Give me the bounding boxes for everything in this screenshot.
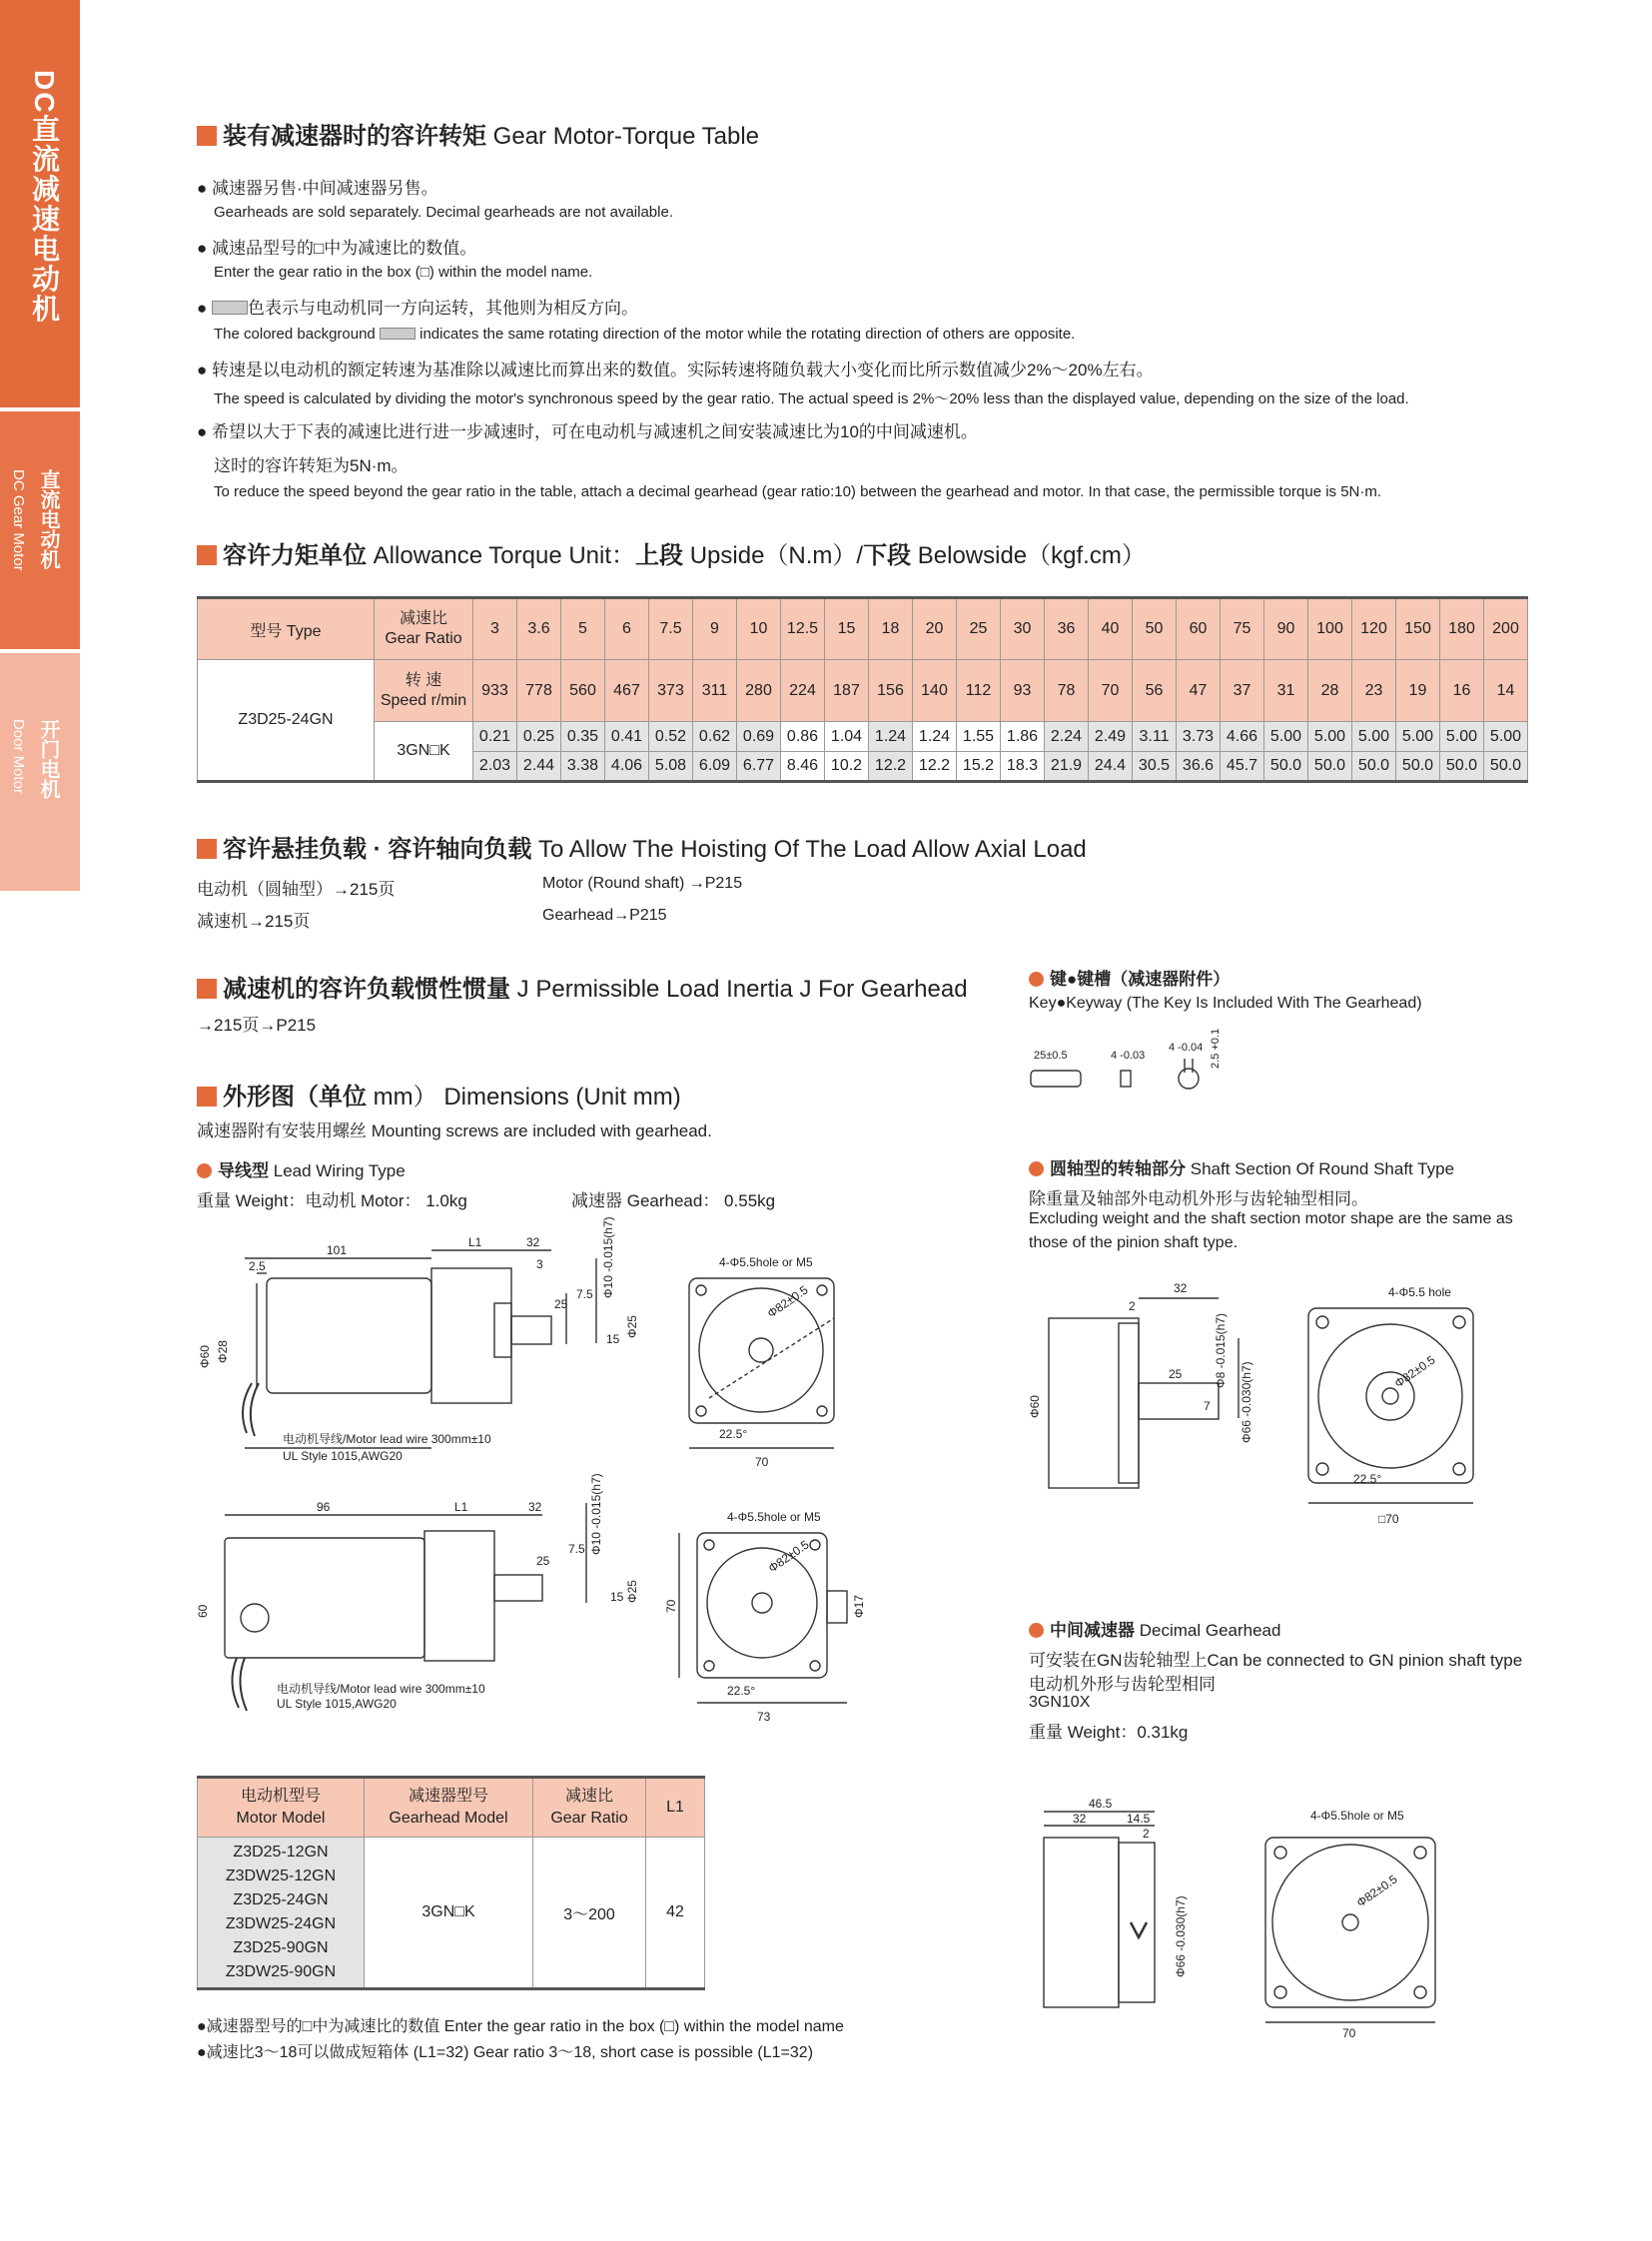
key-drawing [1029,1029,1248,1109]
models-cell: Z3D25-12GN Z3DW25-12GN Z3D25-24GN Z3DW25-24GN Z3D25-90GN Z3DW25-90GN [198,1838,365,1989]
gearhead-body [424,1531,494,1661]
gearhead-cell: 3GN□K [365,1838,533,1989]
dim-label: 96 [317,1500,331,1514]
dim-label: 32 [526,1235,540,1249]
dim-label: 7 [1204,1399,1211,1413]
gear-circle [707,1548,817,1658]
hole-label: 4-Φ5.5hole or M5 [727,1510,821,1524]
heading-marker [197,839,217,859]
sidebar-divider [0,407,80,411]
dim-label: 15 [610,1590,624,1604]
note-line: ● 色表示与电动机同一方向运转，其他则为相反方向。 [197,299,639,318]
table-cell: 4.66 [1221,722,1264,752]
table-cell: 0.25 [517,722,561,752]
table-cell: 560 [561,660,605,722]
dim-label: 60 [196,1604,210,1618]
header-motor: 电动机型号 Motor Model [198,1778,365,1838]
table-cell: 1.24 [913,722,957,752]
note-line: To reduce the speed beyond the gear ratio in the table, attach a decimal gearhead (gear ratio:10) between the gearhead and motor. In that case, the permissible torque is 5N·m. [214,483,1382,500]
bullet-icon [1029,1623,1044,1638]
decimal-desc: 可安装在GN齿轮轴型上Can be connected to GN pinion shaft type [1029,1651,1523,1670]
dim-label: 15 [606,1332,620,1346]
decimal-model: 3GN10X [1029,1694,1091,1711]
lead-label: 电动机导线/Motor lead wire 300mm±10 [283,1432,491,1446]
dim-label: 25 [554,1297,568,1311]
table-cell: 15 [825,598,869,660]
table-cell: 20 [913,598,957,660]
dim-label: Φ25 [625,1580,639,1603]
table-cell: 12.5 [781,598,825,660]
note-line: Gearheads are sold separately. Decimal gearheads are not available. [214,204,673,221]
angle-label: 22.5° [1353,1472,1382,1486]
table-cell: 30 [1001,598,1045,660]
gearhead-body [431,1268,511,1403]
dim-label: 70 [755,1455,769,1469]
hoisting-ref: 电动机（圆轴型）→215页 [197,880,396,899]
hole-label: 4-Φ5.5hole or M5 [1310,1809,1404,1823]
dim-label: 25 [1169,1367,1183,1381]
hole-label: 4-Φ5.5 hole [1388,1285,1451,1299]
table-cell: 5 [561,598,605,660]
dim-label: 32 [1174,1281,1188,1295]
dim-label: 3 [536,1257,543,1271]
table-cell: 12.2 [913,752,957,782]
table-cell: 5.00 [1484,722,1528,752]
table-row [198,722,1528,752]
table-cell: 50 [1133,598,1177,660]
dim-label: 25 [536,1554,550,1568]
round-shaft-front [1298,1278,1488,1538]
angle-label: 22.5° [727,1684,756,1698]
table-cell: 467 [605,660,649,722]
sidebar-title: DC直流减速电动机 [29,70,60,325]
table-cell: 0.62 [693,722,737,752]
table-cell: 36 [1045,598,1089,660]
flange [689,1278,834,1423]
dim-label: 32 [528,1500,542,1514]
dim-label: Φ66 -0.030(h7) [1174,1895,1188,1977]
ratio-header: 减速比 Gear Ratio [375,598,473,660]
table-cell: 140 [913,660,957,722]
dim-label: Φ28 [216,1340,230,1363]
model-table [197,1776,705,1990]
heading-marker [197,1087,217,1107]
motor-body [267,1278,431,1393]
table-cell: 112 [957,660,1001,722]
dim-label: 46.5 [1089,1797,1113,1811]
dim-label: 70 [1342,2026,1356,2040]
speed-header: 转 速 Speed r/min [375,660,473,722]
shaft-circle [752,1593,772,1613]
table-cell: 187 [825,660,869,722]
decimal-front-drawing [1260,1798,1460,2040]
dim-label: 101 [327,1243,348,1257]
lead-grommet [241,1604,269,1632]
round-shaft-drawing [1029,1278,1268,1498]
torque-heading: 装有减速器时的容许转矩 Gear Motor-Torque Table [197,116,759,151]
round-shaft-desc: Excluding weight and the shaft section motor shape are the same as [1029,1210,1513,1227]
lead-wiring-drawing-front [679,1248,859,1478]
heading-marker [197,126,217,146]
type-header: 型号 Type [198,598,375,660]
table-cell: 28 [1308,660,1352,722]
header-l1: L1 [646,1778,705,1838]
dim-label: 14.5 [1127,1812,1151,1826]
weight-gear: 减速器 Gearhead： 0.55kg [571,1191,776,1210]
table-cell: 1.55 [957,722,1001,752]
table-cell: 100 [1308,598,1352,660]
decimal-desc: 电动机外形与齿轮型相同 [1029,1675,1216,1694]
ratio-cell: 3～200 [533,1838,646,1989]
table-cell: 0.86 [781,722,825,752]
table-row [198,1838,705,1989]
table-cell: 224 [781,660,825,722]
key-dim: 4 -0.03 [1111,1050,1146,1062]
gearhead-body [1044,1838,1119,2007]
table-cell: 23 [1352,660,1396,722]
lead-wiring-drawing-front-2 [664,1503,867,1733]
table-cell: 5.08 [649,752,693,782]
hoisting-ref: Motor (Round shaft) →P215 [542,875,743,892]
key-dim: 2.5 +0.1 [1210,1028,1222,1069]
note-line: Enter the gear ratio in the box (□) within the model name. [214,264,593,281]
dim-label: 73 [757,1710,771,1724]
table-cell: 30.5 [1133,752,1177,782]
table-row [198,598,1528,660]
table-cell: 75 [1221,598,1264,660]
dim-label: Φ17 [852,1595,866,1618]
sidebar-label-cn: 开门电机 [37,719,59,799]
table-cell: 5.00 [1264,722,1308,752]
table-cell: 45.7 [1221,752,1264,782]
table-cell: 280 [737,660,781,722]
lead-label: UL Style 1015,AWG20 [277,1697,397,1711]
key-dim: 4 -0.04 [1169,1042,1204,1054]
table-cell: 5.00 [1440,722,1484,752]
dim-label: 2 [1129,1299,1136,1313]
sidebar-label-en: Door Motor [10,719,27,795]
key-subtitle: Key●Keyway (The Key Is Included With The Gearhead) [1029,995,1422,1012]
bullet-icon [1029,1161,1044,1176]
allowance-heading: 容许力矩单位 Allowance Torque Unit：上段 Upside（N.m）/下段 Belowside（kgf.cm） [197,535,1146,570]
sidebar-label-en: DC Gear Motor [10,469,27,571]
dim-label: L1 [454,1500,468,1514]
table-cell: 16 [1440,660,1484,722]
pinion-side [827,1591,847,1623]
gearhead-body [1049,1318,1139,1488]
table-footnote: ●减速器型号的□中为减速比的数值 Enter the gear ratio in the box (□) within the model name [197,2018,844,2035]
pcd-label: Φ82±0.5 [1391,1352,1438,1391]
sidebar-divider [0,649,80,653]
dim-label: L1 [468,1235,482,1249]
table-cell: 1.24 [869,722,913,752]
table-cell: 2.44 [517,752,561,782]
dim-label: 32 [1073,1812,1087,1826]
outer-circle [1272,1845,1428,2000]
note-line: 这时的容许转矩为5N·m。 [214,456,409,475]
table-cell: 37 [1221,660,1264,722]
shaft-circle [749,1338,773,1362]
table-cell: 6.77 [737,752,781,782]
dim-label: 7.5 [576,1287,593,1301]
table-cell: 36.6 [1177,752,1221,782]
table-cell: 156 [869,660,913,722]
table-cell: 19 [1396,660,1440,722]
hoisting-ref: 减速机→215页 [197,912,311,931]
weight-motor: 重量 Weight：电动机 Motor： 1.0kg [197,1191,467,1210]
dim-label: 70 [664,1599,678,1613]
table-cell: 14 [1484,660,1528,722]
color-swatch [212,301,248,315]
table-cell: 6 [605,598,649,660]
table-cell: 0.41 [605,722,649,752]
heading-marker [197,979,217,999]
pcd-label: Φ82±0.5 [765,1537,812,1576]
table-cell: 8.46 [781,752,825,782]
table-cell: 373 [649,660,693,722]
note-line: The speed is calculated by dividing the motor's synchronous speed by the gear ratio. The actual speed is 2%～20% less than the displayed value, depending on the size of the load. [214,390,1409,407]
table-cell: 2.24 [1045,722,1089,752]
table-row [198,660,1528,722]
table-cell: 5.00 [1396,722,1440,752]
table-cell: 3.6 [517,598,561,660]
dim-label: Φ66 -0.030(h7) [1239,1361,1253,1443]
flange [1308,1308,1473,1483]
table-cell: 2.03 [473,752,517,782]
inertia-heading: 减速机的容许负载惯性惯量 J Permissible Load Inertia J For Gearhead [197,969,968,1004]
table-cell: 50.0 [1264,752,1308,782]
table-footnote: ●减速比3～18可以做成短箱体 (L1=32) Gear ratio 3～18, short case is possible (L1=32) [197,2044,814,2061]
table-cell: 21.9 [1045,752,1089,782]
round-shaft-heading: 圆轴型的转轴部分 Shaft Section Of Round Shaft Type [1029,1154,1454,1179]
dim-label: Φ25 [625,1315,639,1338]
table-cell: 4.06 [605,752,649,782]
key-heading: 键●键槽（减速器附件） [1029,965,1230,990]
table-cell: 47 [1177,660,1221,722]
table-cell: 78 [1045,660,1089,722]
table-cell: 50.0 [1396,752,1440,782]
round-shaft-desc: those of the pinion shaft type. [1029,1234,1239,1251]
table-cell: 24.4 [1089,752,1133,782]
decimal-side-drawing [1039,1798,1199,2037]
dim-label: 7.5 [568,1542,585,1556]
table-cell: 1.86 [1001,722,1045,752]
shaft [511,1316,551,1344]
table-cell: 6.09 [693,752,737,782]
table-cell: 9 [693,598,737,660]
table-cell: 40 [1089,598,1133,660]
table-cell: 180 [1440,598,1484,660]
table-cell: 25 [957,598,1001,660]
dim-label: Φ10 -0.015(h7) [589,1473,603,1555]
table-cell: 50.0 [1440,752,1484,782]
boss [494,1303,511,1357]
table-cell: 18.3 [1001,752,1045,782]
hole-label: 4-Φ5.5hole or M5 [719,1255,813,1269]
table-cell: 311 [693,660,737,722]
table-cell: 70 [1089,660,1133,722]
table-cell: 2.49 [1089,722,1133,752]
heading-marker [197,545,217,565]
table-cell: 3.38 [561,752,605,782]
lead-type-heading: 导线型 Lead Wiring Type [197,1156,406,1181]
torque-table [197,596,1528,783]
l1-cell: 42 [646,1838,705,1989]
dimensions-heading: 外形图（单位 mm） Dimensions (Unit mm) [197,1077,681,1112]
bullet-icon [1029,972,1044,987]
table-cell: 18 [869,598,913,660]
table-cell: 1.04 [825,722,869,752]
note-line: ● 减速品型号的□中为减速比的数值。 [197,239,477,258]
table-cell: 3.11 [1133,722,1177,752]
dim-label: Φ60 [1028,1395,1042,1418]
dim-label: 2 [1143,1827,1150,1841]
inertia-ref: →215页→P215 [197,1016,317,1035]
dim-label: □70 [1378,1512,1399,1526]
dimensions-note: 减速器附有安装用螺丝 Mounting screws are included with gearhead. [197,1121,712,1140]
flange [697,1533,827,1678]
table-cell: 933 [473,660,517,722]
table-cell: 56 [1133,660,1177,722]
table-row [198,1778,705,1838]
dim-label: 2.5 [249,1259,266,1273]
table-cell: 7.5 [649,598,693,660]
gearhead-cell: 3GN□K [375,722,473,782]
table-cell: 93 [1001,660,1045,722]
table-cell: 50.0 [1308,752,1352,782]
table-cell: 5.00 [1352,722,1396,752]
note-line: The colored background indicates the same rotating direction of the motor while the rotating direction of others are opposite. [214,326,1076,343]
flange [1265,1838,1435,2007]
bullet-icon [197,1163,212,1178]
table-cell: 3 [473,598,517,660]
table-cell: 0.21 [473,722,517,752]
color-swatch [380,328,415,340]
table-cell: 60 [1177,598,1221,660]
sidebar-label-cn: 直流电动机 [37,469,59,569]
hoisting-heading: 容许悬挂负载 · 容许轴向负载 To Allow The Hoisting Of The Load Allow Axial Load [197,829,1087,864]
decimal-weight: 重量 Weight：0.31kg [1029,1723,1189,1742]
table-cell: 0.52 [649,722,693,752]
hoisting-ref: Gearhead→P215 [542,907,667,924]
table-cell: 3.73 [1177,722,1221,752]
pcd-label: Φ82±0.5 [764,1282,811,1321]
header-gear: 减速器型号 Gearhead Model [365,1778,533,1838]
note-line: ● 转速是以电动机的额定转速为基准除以减速比而算出来的数值。实际转速将随负载大小变化而比所示数值减少2%～20%左右。 [197,361,1154,379]
table-cell: 50.0 [1352,752,1396,782]
dim-label: Φ8 -0.015(h7) [1214,1313,1228,1388]
table-cell: 778 [517,660,561,722]
table-cell: 150 [1396,598,1440,660]
model-cell: Z3D25-24GN [198,660,375,782]
lead-label: UL Style 1015,AWG20 [283,1449,403,1463]
dim-label: Φ60 [198,1345,212,1368]
table-cell: 0.69 [737,722,781,752]
note-line: ● 减速器另售·中间减速器另售。 [197,179,438,198]
key-dim: 25±0.5 [1034,1050,1068,1062]
table-cell: 5.00 [1308,722,1352,752]
shaft [494,1575,542,1601]
table-cell: 0.35 [561,722,605,752]
dim-label: Φ10 -0.015(h7) [601,1216,615,1298]
outer-circle [1318,1324,1462,1468]
gear-circle [699,1288,823,1412]
table-cell: 10.2 [825,752,869,782]
header-ratio: 减速比 Gear Ratio [533,1778,646,1838]
table-cell: 31 [1264,660,1308,722]
table-cell: 15.2 [957,752,1001,782]
pcd-label: Φ82±0.5 [1353,1871,1400,1910]
table-cell: 90 [1264,598,1308,660]
table-cell: 120 [1352,598,1396,660]
table-cell: 50.0 [1484,752,1528,782]
decimal-heading: 中间减速器 Decimal Gearhead [1029,1616,1280,1641]
table-cell: 12.2 [869,752,913,782]
lead-label: 电动机导线/Motor lead wire 300mm±10 [277,1682,485,1696]
angle-label: 22.5° [719,1427,748,1441]
round-shaft-desc: 除重量及轴部外电动机外形与齿轮轴型相同。 [1029,1189,1368,1208]
table-cell: 200 [1484,598,1528,660]
table-cell: 10 [737,598,781,660]
note-line: ● 希望以大于下表的减速比进行进一步减速时，可在电动机与减速机之间安装减速比为10的中间减速机。 [197,422,978,441]
motor-body [225,1538,424,1658]
